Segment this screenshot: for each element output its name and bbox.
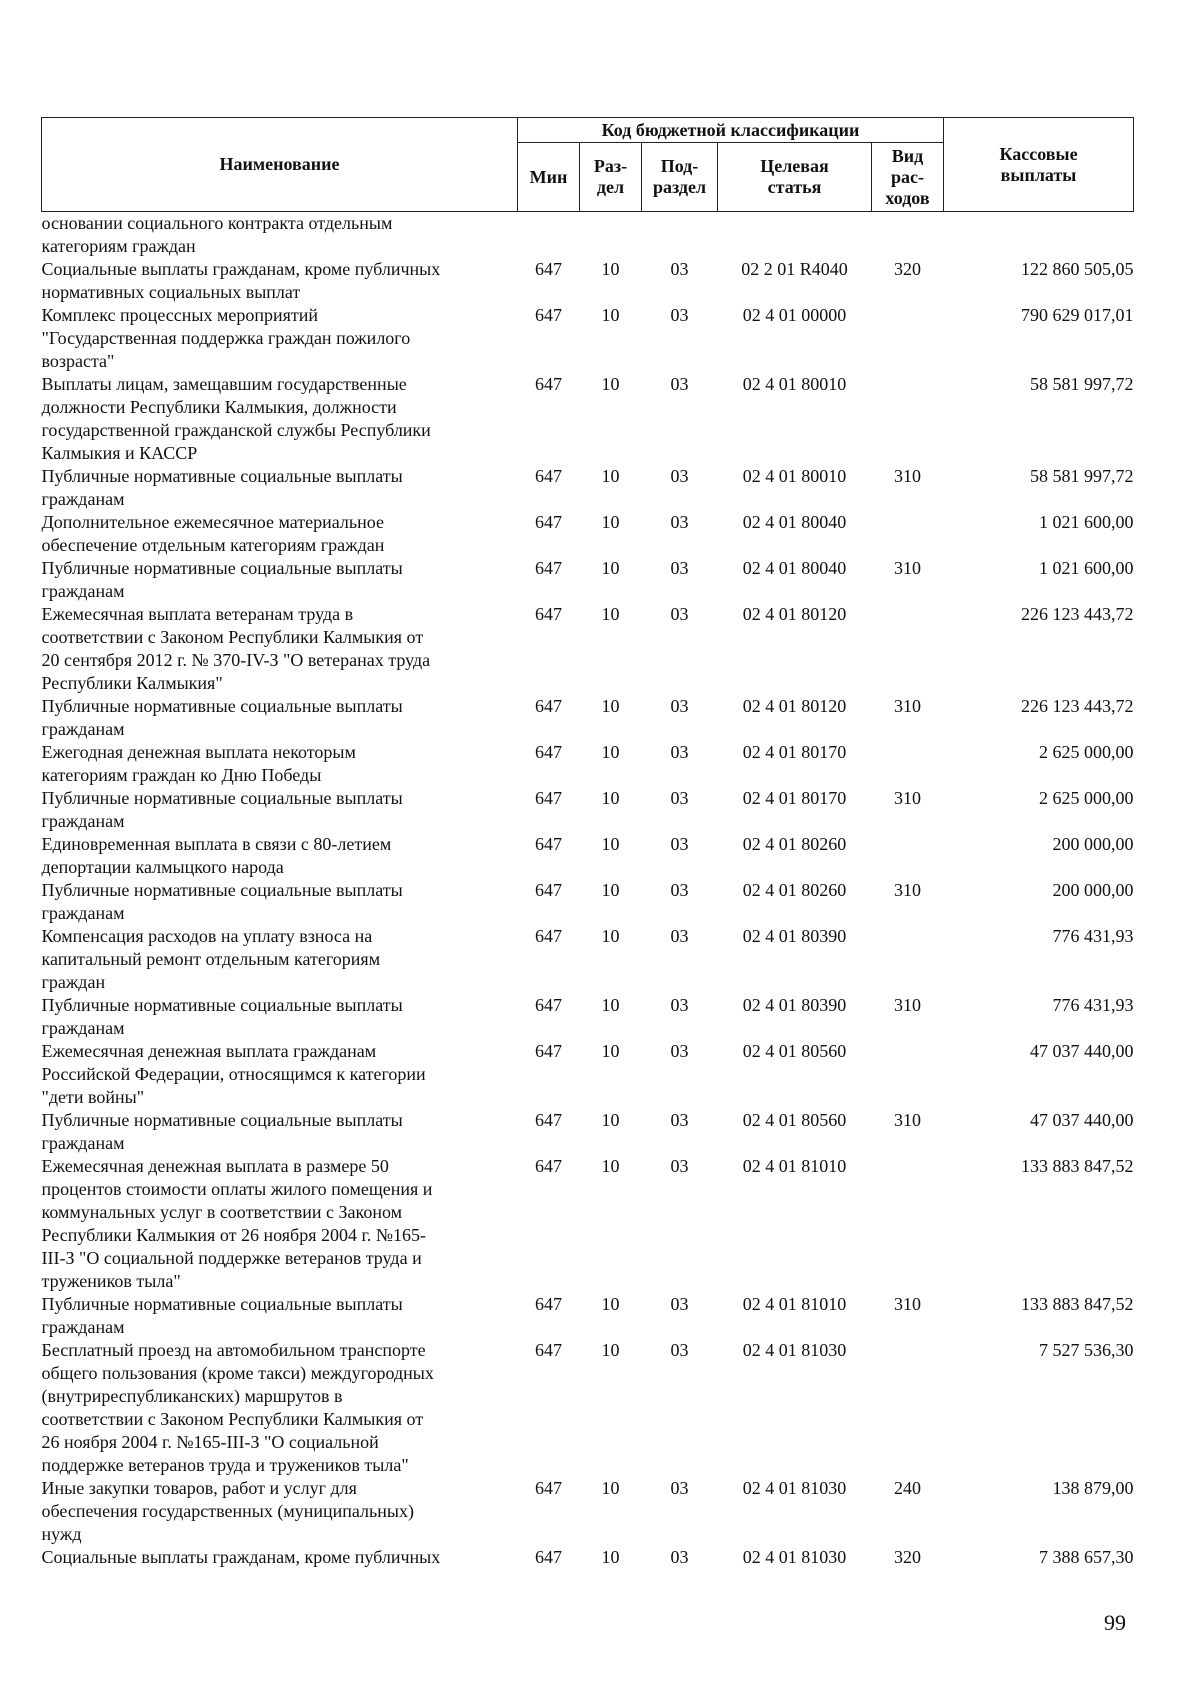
cell-podrazdel: 03 [670,696,689,716]
cell-amount: 58 581 997,72 [1030,374,1134,394]
cell-amount: 790 629 017,01 [1021,305,1134,325]
cell-celevaya: 02 4 01 80560 [742,1041,847,1061]
cell-vid: 310 [894,788,921,808]
cell-celevaya: 02 4 01 81030 [742,1340,847,1360]
cell-min [518,212,580,259]
cell-name: Комплекс процессных мероприятий "Государственная поддержка граждан пожилого возраста" [41,305,411,371]
cell-vid [872,833,944,879]
cell-celevaya: 02 4 01 81010 [742,1156,847,1176]
cell-name: Публичные нормативные социальные выплаты гражданам [41,466,403,509]
cell-name: Единовременная выплата в связи с 80-летием депортации калмыцкого народа [41,834,392,877]
cell-celevaya: 02 4 01 80040 [742,558,847,578]
cell-razdel: 10 [601,1294,620,1314]
table-row [42,994,1134,1040]
cell-celevaya: 02 4 01 81010 [742,1294,847,1314]
cell-celevaya [718,212,872,259]
cell-vid: 310 [894,880,921,900]
cell-min: 647 [535,788,562,808]
cell-min: 647 [535,834,562,854]
cell-name: Ежемесячная выплата ветеранам труда в соответствии с Законом Республики Калмыкия от 20 сентября 2012 г. № 370-IV-З "О ветеранах труда Республики Калмыкия" [41,604,431,693]
cell-razdel: 10 [601,604,620,624]
cell-razdel: 10 [601,1547,620,1567]
cell-podrazdel: 03 [670,1156,689,1176]
cell-podrazdel: 03 [670,926,689,946]
cell-min: 647 [535,604,562,624]
document-page [41,117,1133,1569]
cell-razdel: 10 [601,466,620,486]
cell-amount: 776 431,93 [1052,926,1134,946]
cell-podrazdel: 03 [670,834,689,854]
table-row [42,879,1134,925]
cell-celevaya: 02 4 01 80120 [742,696,847,716]
cell-amount: 226 123 443,72 [1021,604,1134,624]
cell-razdel: 10 [601,834,620,854]
cell-vid: 310 [894,1294,921,1314]
table-row [42,833,1134,879]
cell-vid: 320 [894,1547,921,1567]
table-row [42,557,1134,603]
cell-vid [872,1155,944,1293]
cell-celevaya: 02 4 01 80010 [742,374,847,394]
cell-celevaya: 02 4 01 81030 [742,1478,847,1498]
cell-podrazdel: 03 [670,1110,689,1130]
cell-vid: 320 [894,259,921,279]
cell-celevaya: 02 4 01 80040 [742,512,847,532]
cell-podrazdel [642,212,718,259]
cell-celevaya: 02 4 01 80260 [742,880,847,900]
cell-amount: 1 021 600,00 [1039,512,1134,532]
cell-min: 647 [535,259,562,279]
cell-vid [872,212,944,259]
cell-vid [872,373,944,465]
table-row [42,695,1134,741]
cell-min: 647 [535,880,562,900]
cell-name: Публичные нормативные социальные выплаты гражданам [41,880,403,923]
cell-celevaya: 02 4 01 80390 [742,926,847,946]
cell-min: 647 [535,926,562,946]
cell-podrazdel: 03 [670,1547,689,1567]
cell-amount: 776 431,93 [1052,995,1134,1015]
cell-podrazdel: 03 [670,259,689,279]
cell-podrazdel: 03 [670,1340,689,1360]
cell-amount: 1 021 600,00 [1039,558,1134,578]
cell-celevaya: 02 4 01 00000 [742,305,847,325]
cell-vid [872,603,944,695]
cell-name: Бесплатный проезд на автомобильном транспорте общего пользования (кроме такси) междугородных (внутриреспубликанских) маршрутов в соответствии с Законом Республики Калмыкия от 26 ноября 2004 г. №165-III-З "О социальной поддержке ветеранов труда и тружеников тыла" [41,1340,434,1475]
cell-min: 647 [535,1294,562,1314]
cell-amount: 133 883 847,52 [1021,1294,1134,1314]
table-row [42,603,1134,695]
cell-podrazdel: 03 [670,788,689,808]
table-row [42,1339,1134,1477]
header-budget-code-group: Код бюджетной классификации [518,118,944,143]
cell-razdel: 10 [601,1041,620,1061]
cell-razdel: 10 [601,926,620,946]
table-row [42,212,1134,259]
cell-name: основании социального контракта отдельным категориям граждан [41,213,393,256]
cell-min: 647 [535,1110,562,1130]
cell-razdel: 10 [601,305,620,325]
cell-razdel: 10 [601,512,620,532]
cell-razdel: 10 [601,1478,620,1498]
cell-podrazdel: 03 [670,995,689,1015]
cell-min: 647 [535,305,562,325]
cell-name: Публичные нормативные социальные выплаты гражданам [41,788,403,831]
cell-name: Публичные нормативные социальные выплаты гражданам [41,696,403,739]
cell-amount: 200 000,00 [1052,880,1134,900]
cell-min: 647 [535,995,562,1015]
table-row [42,1477,1134,1546]
table-row [42,258,1134,304]
cell-podrazdel: 03 [670,1478,689,1498]
cell-razdel: 10 [601,696,620,716]
cell-celevaya: 02 4 01 80390 [742,995,847,1015]
cell-min: 647 [535,558,562,578]
cell-amount: 2 625 000,00 [1039,788,1134,808]
cell-razdel [580,212,642,259]
cell-podrazdel: 03 [670,1294,689,1314]
cell-podrazdel: 03 [670,880,689,900]
cell-min: 647 [535,1156,562,1176]
cell-amount: 58 581 997,72 [1030,466,1134,486]
table-row [42,1546,1134,1569]
cell-vid [872,1040,944,1109]
table-header [42,118,1134,212]
cell-podrazdel: 03 [670,512,689,532]
cell-podrazdel: 03 [670,742,689,762]
table-row [42,741,1134,787]
table-row [42,925,1134,994]
cell-amount: 7 527 536,30 [1039,1340,1134,1360]
cell-name: Компенсация расходов на уплату взноса на капитальный ремонт отдельным категориям граждан [41,926,381,992]
header-min: Мин [518,143,580,212]
header-vid: Вид рас- ходов [872,143,944,212]
cell-vid: 310 [894,696,921,716]
cell-razdel: 10 [601,259,620,279]
cell-name: Публичные нормативные социальные выплаты гражданам [41,1294,403,1337]
cell-min: 647 [535,1478,562,1498]
cell-min: 647 [535,512,562,532]
table-row [42,465,1134,511]
cell-amount: 2 625 000,00 [1039,742,1134,762]
table-row [42,373,1134,465]
cell-min: 647 [535,466,562,486]
cell-name: Ежемесячная денежная выплата гражданам Российской Федерации, относящимся к категории "дети войны" [41,1041,426,1107]
page-number: 99 [1104,1610,1126,1635]
cell-vid [872,304,944,373]
cell-amount: 138 879,00 [1052,1478,1134,1498]
cell-razdel: 10 [601,742,620,762]
cell-vid: 310 [894,558,921,578]
cell-name: Иные закупки товаров, работ и услуг для обеспечения государственных (муниципальных) нужд [41,1478,414,1544]
cell-amount [944,212,1134,259]
cell-vid [872,511,944,557]
header-celevaya: Целевая статья [718,143,872,212]
header-kassovye: Кассовые выплаты [944,118,1134,212]
cell-vid [872,925,944,994]
cell-podrazdel: 03 [670,604,689,624]
cell-vid [872,1339,944,1477]
cell-podrazdel: 03 [670,1041,689,1061]
table-row [42,1155,1134,1293]
cell-celevaya: 02 4 01 80260 [742,834,847,854]
cell-name: Ежемесячная денежная выплата в размере 50 процентов стоимости оплаты жилого помещения и коммунальных услуг в соответствии с Законом Республики Калмыкия от 26 ноября 2004 г. №165- III-З "О социальной поддержке ветеранов труда и тружеников тыла" [41,1156,433,1291]
cell-razdel: 10 [601,880,620,900]
cell-amount: 47 037 440,00 [1030,1110,1134,1130]
cell-podrazdel: 03 [670,305,689,325]
cell-min: 647 [535,696,562,716]
header-razdel: Раз- дел [580,143,642,212]
cell-celevaya: 02 4 01 80170 [742,742,847,762]
cell-celevaya: 02 4 01 80010 [742,466,847,486]
cell-min: 647 [535,1547,562,1567]
cell-amount: 200 000,00 [1052,834,1134,854]
cell-name: Ежегодная денежная выплата некоторым категориям граждан ко Дню Победы [41,742,356,785]
cell-razdel: 10 [601,995,620,1015]
cell-amount: 226 123 443,72 [1021,696,1134,716]
table-row [42,304,1134,373]
header-name: Наименование [42,118,518,212]
budget-table [41,117,1134,1569]
cell-celevaya: 02 4 01 81030 [742,1547,847,1567]
cell-vid: 310 [894,995,921,1015]
cell-razdel: 10 [601,558,620,578]
cell-min: 647 [535,374,562,394]
cell-amount: 122 860 505,05 [1021,259,1134,279]
table-row [42,1040,1134,1109]
cell-razdel: 10 [601,374,620,394]
table-row [42,1109,1134,1155]
cell-podrazdel: 03 [670,374,689,394]
table-row [42,787,1134,833]
table-row [42,1293,1134,1339]
cell-name: Публичные нормативные социальные выплаты гражданам [41,995,403,1038]
cell-razdel: 10 [601,1110,620,1130]
cell-name: Публичные нормативные социальные выплаты гражданам [41,1110,403,1153]
cell-podrazdel: 03 [670,466,689,486]
cell-podrazdel: 03 [670,558,689,578]
cell-name: Дополнительное ежемесячное материальное обеспечение отдельным категориям граждан [41,512,385,555]
cell-name: Выплаты лицам, замещавшим государственные должности Республики Калмыкия, должности государственной гражданской службы Республики Калмыкия и КАССР [41,374,431,463]
table-body [42,212,1134,1570]
cell-min: 647 [535,1041,562,1061]
cell-vid: 310 [894,1110,921,1130]
cell-vid [872,741,944,787]
cell-vid: 310 [894,466,921,486]
cell-celevaya: 02 4 01 80120 [742,604,847,624]
table-row [42,511,1134,557]
cell-razdel: 10 [601,788,620,808]
cell-razdel: 10 [601,1156,620,1176]
cell-razdel: 10 [601,1340,620,1360]
header-podrazdel: Под- раздел [642,143,718,212]
cell-amount: 133 883 847,52 [1021,1156,1134,1176]
cell-amount: 47 037 440,00 [1030,1041,1134,1061]
cell-amount: 7 388 657,30 [1039,1547,1134,1567]
cell-min: 647 [535,742,562,762]
cell-vid: 240 [894,1478,921,1498]
cell-name: Публичные нормативные социальные выплаты гражданам [41,558,403,601]
cell-celevaya: 02 4 01 80170 [742,788,847,808]
cell-celevaya: 02 4 01 80560 [742,1110,847,1130]
cell-min: 647 [535,1340,562,1360]
cell-name: Социальные выплаты гражданам, кроме публичных нормативных социальных выплат [41,259,441,302]
cell-name: Социальные выплаты гражданам, кроме публичных [41,1547,441,1567]
cell-celevaya: 02 2 01 R4040 [741,259,848,279]
